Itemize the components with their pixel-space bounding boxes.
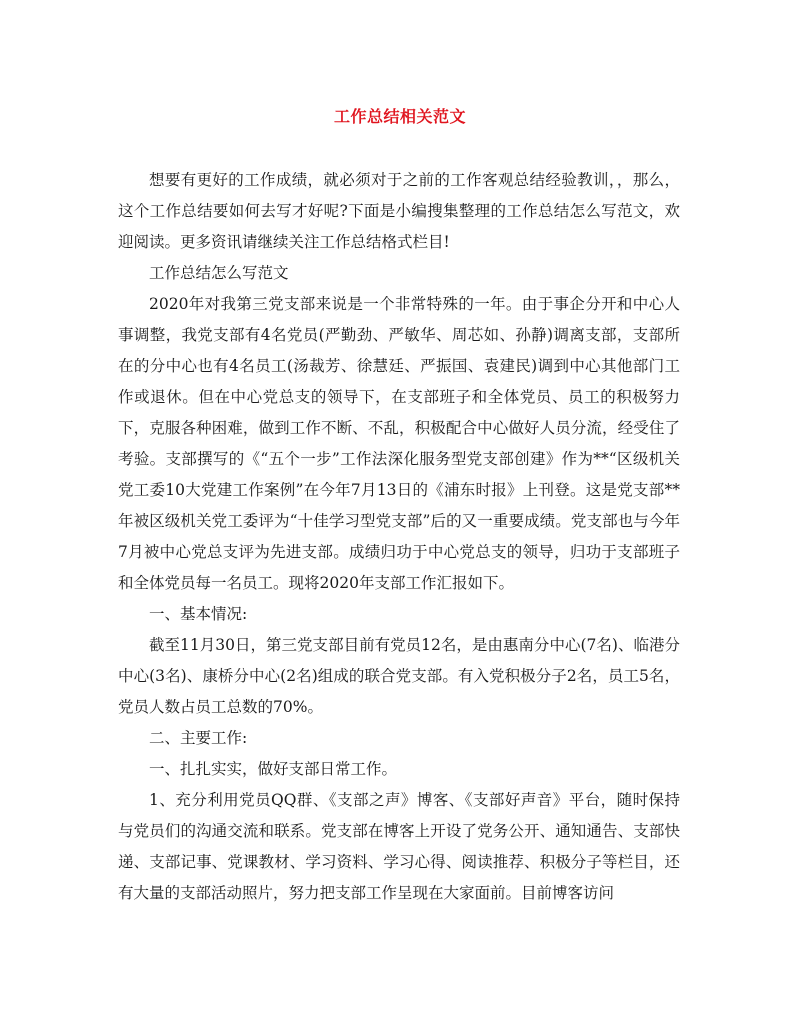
section-heading: 一、基本情况: bbox=[149, 605, 248, 623]
body-paragraph: 2020年对我第三党支部来说是一个非常特殊的一年。由于事企分开和中心人事调整，我党支部有4名党员(严勤劲、严敏华、周芯如、孙静)调离支部，支部所在的分中心也有4名员工(汤裁芳、徐慧廷、严振国、袁建民)调到中心其他部门工作或退休。但在中心党总支的领导下，在支部班子和全体党员、员工的积极努力下，克服各种困难，做到工作不断、不乱，积极配合中心做好人员分流，经受住了考验。支部撰写的《“五个一步”工作法深化服务型党支部创建》作为**“区级机关党工委10大党建工作案例”在今年7月13日的《浦东时报》上刊登。这是党支部**年被区级机关党工委评为“十佳学习型党支部”后的又一重要成绩。党支部也与今年7月被中心党总支评为先进支部。成绩归功于中心党总支的领导，归功于支部班子和全体党员每一名员工。现将2020年支部工作汇报如下。 bbox=[118, 295, 680, 592]
body-paragraph: 截至11月30日，第三党支部目前有党员12名，是由惠南分中心(7名)、临港分中心(3名)、康桥分中心(2名)组成的联合党支部。有入党积极分子2名，员工5名，党员人数占员工总数的70%。 bbox=[118, 636, 680, 716]
intro-paragraph: 想要有更好的工作成绩，就必须对于之前的工作客观总结经验教训，，那么，这个工作总结要如何去写才好呢?下面是小编搜集整理的工作总结怎么写范文，欢迎阅读。更多资讯请继续关注工作总结格式栏目! bbox=[118, 171, 680, 251]
document-body bbox=[118, 165, 680, 909]
section-heading: 二、主要工作: bbox=[149, 729, 248, 747]
subsection-heading: 一、扎扎实实，做好支部日常工作。 bbox=[149, 760, 398, 778]
section-heading: 工作总结怎么写范文 bbox=[149, 264, 289, 282]
document-title: 工作总结相关范文 bbox=[333, 107, 466, 126]
body-paragraph: 1、充分利用党员QQ群、《支部之声》博客、《支部好声音》平台，随时保持与党员们的沟通交流和联系。党支部在博客上开设了党务公开、通知通告、支部快递、支部记事、党课教材、学习资料、学习心得、阅读推荐、积极分子等栏目，还有大量的支部活动照片，努力把支部工作呈现在大家面前。目前博客访问 bbox=[118, 791, 680, 902]
